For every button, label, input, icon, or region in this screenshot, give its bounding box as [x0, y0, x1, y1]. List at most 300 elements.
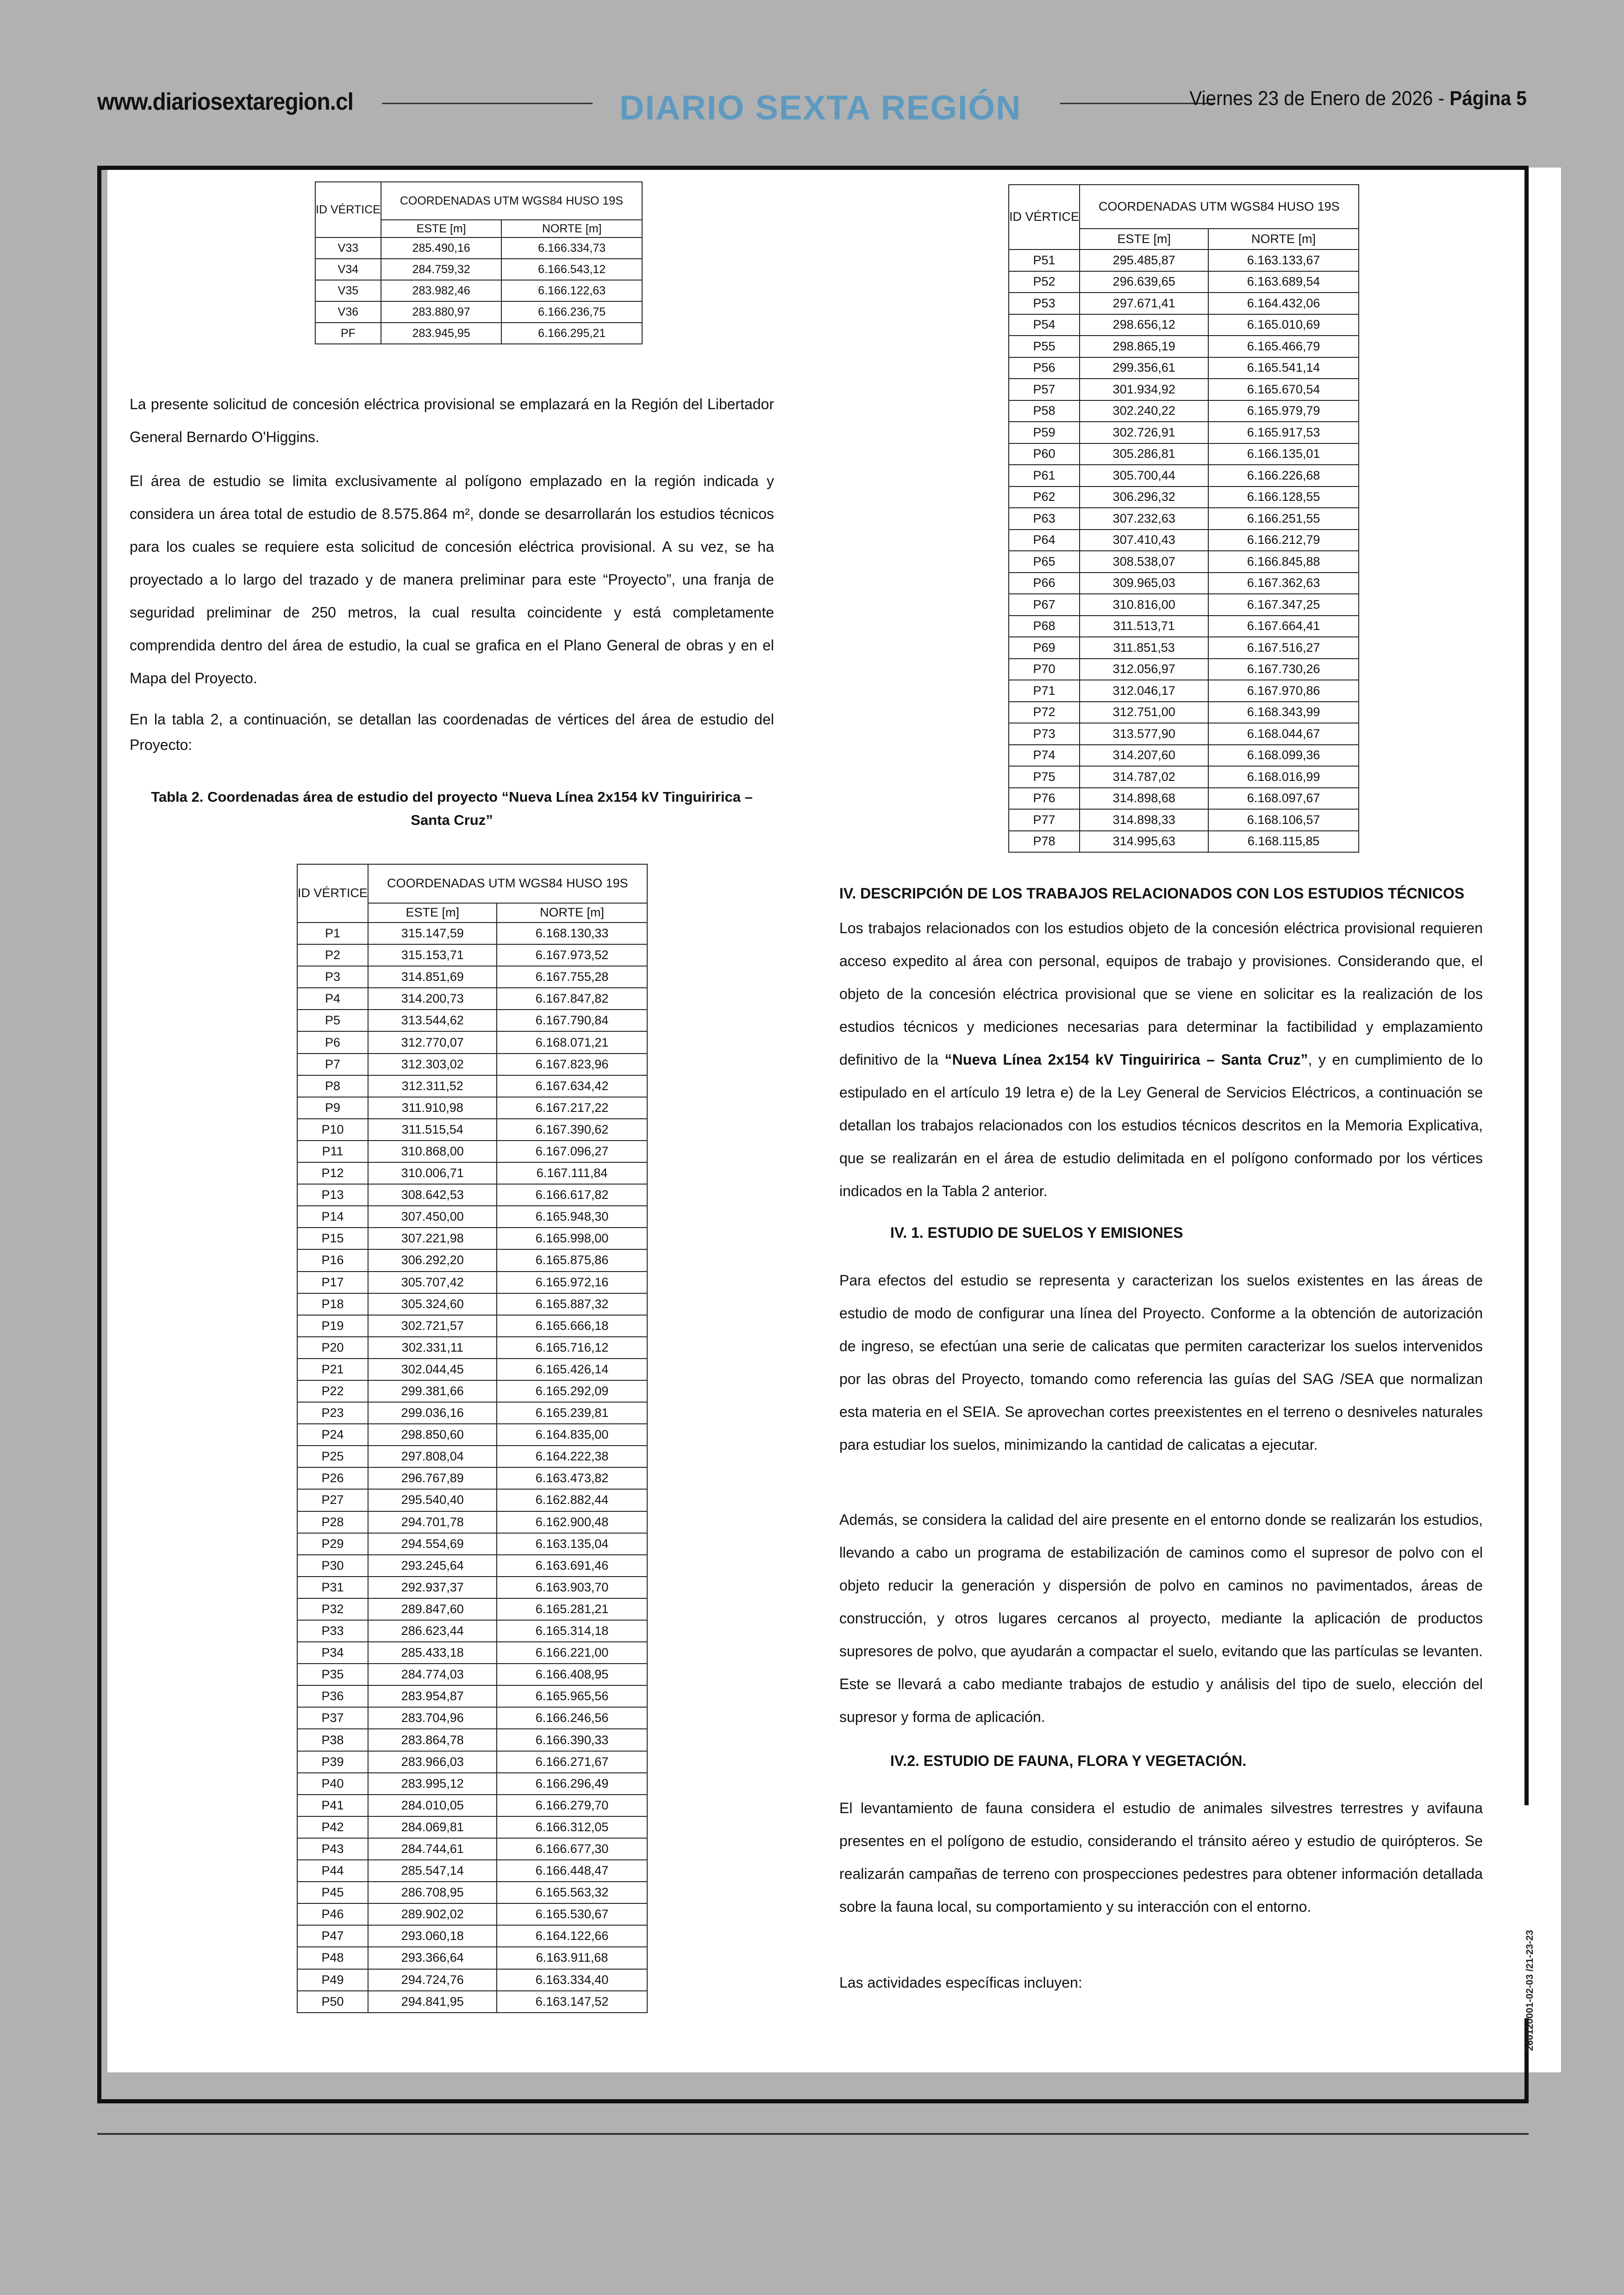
- vertex-id-cell: P10: [297, 1119, 368, 1141]
- norte-cell: 6.167.973,52: [497, 944, 647, 966]
- header-rule-left: [382, 103, 593, 104]
- coordinates-table-p51-p78: [1008, 184, 1359, 853]
- table-row: [297, 1272, 647, 1293]
- norte-cell: 6.167.755,28: [497, 966, 647, 988]
- este-cell: 314.898,68: [1080, 788, 1208, 810]
- este-cell: 294.724,76: [368, 1969, 497, 1991]
- norte-cell: 6.166.390,33: [497, 1729, 647, 1751]
- norte-cell: 6.167.096,27: [497, 1141, 647, 1162]
- este-cell: 285.547,14: [368, 1860, 497, 1882]
- table-row: [1009, 788, 1359, 810]
- norte-cell: 6.167.516,27: [1208, 637, 1358, 659]
- vertex-id-cell: P73: [1009, 723, 1080, 745]
- table-row: [297, 1380, 647, 1402]
- este-cell: 307.221,98: [368, 1228, 497, 1249]
- este-cell: 308.642,53: [368, 1184, 497, 1206]
- este-cell: 302.726,91: [1080, 422, 1208, 443]
- vertex-id-cell: P48: [297, 1947, 368, 1969]
- norte-cell: 6.165.670,54: [1208, 379, 1358, 400]
- vertex-id-cell: P54: [1009, 314, 1080, 336]
- norte-cell: 6.166.543,12: [501, 259, 642, 280]
- vertex-id-cell: P28: [297, 1511, 368, 1533]
- table-row: [315, 301, 642, 323]
- vertex-id-cell: P60: [1009, 443, 1080, 465]
- norte-cell: 6.163.911,68: [497, 1947, 647, 1969]
- norte-cell: 6.163.903,70: [497, 1577, 647, 1598]
- vertex-id-cell: P63: [1009, 508, 1080, 530]
- este-cell: 298.850,60: [368, 1424, 497, 1446]
- col-id-vertice: ID VÉRTICE: [1009, 185, 1080, 249]
- este-cell: 312.046,17: [1080, 680, 1208, 702]
- norte-cell: 6.166.122,63: [501, 280, 642, 301]
- side-code: [1523, 1930, 1537, 2051]
- vertex-id-cell: P77: [1009, 809, 1080, 831]
- norte-cell: 6.163.133,67: [1208, 249, 1358, 271]
- vertex-id-cell: P67: [1009, 594, 1080, 616]
- vertex-id-cell: P42: [297, 1816, 368, 1838]
- table-row: [1009, 293, 1359, 314]
- norte-cell: 6.166.246,56: [497, 1707, 647, 1729]
- este-cell: 284.759,32: [381, 259, 502, 280]
- header-date: [1190, 87, 1527, 110]
- norte-cell: 6.162.900,48: [497, 1511, 647, 1533]
- col-este: ESTE [m]: [368, 903, 497, 923]
- table-row: [297, 1925, 647, 1947]
- norte-cell: 6.167.664,41: [1208, 616, 1358, 637]
- norte-cell: 6.165.875,86: [497, 1249, 647, 1271]
- vertex-id-cell: P12: [297, 1162, 368, 1184]
- norte-cell: 6.166.279,70: [497, 1795, 647, 1816]
- table-row: [297, 923, 647, 944]
- table-row: [297, 1642, 647, 1664]
- norte-cell: 6.166.271,67: [497, 1751, 647, 1773]
- table-row: [1009, 594, 1359, 616]
- este-cell: 297.808,04: [368, 1446, 497, 1467]
- vertex-id-cell: P30: [297, 1555, 368, 1577]
- norte-cell: 6.167.347,25: [1208, 594, 1358, 616]
- vertex-id-cell: P9: [297, 1097, 368, 1119]
- vertex-id-cell: P14: [297, 1206, 368, 1228]
- este-cell: 312.770,07: [368, 1031, 497, 1053]
- vertex-id-cell: P75: [1009, 766, 1080, 788]
- table-row: [297, 1119, 647, 1141]
- vertex-id-cell: P8: [297, 1075, 368, 1097]
- vertex-id-cell: V36: [315, 301, 381, 323]
- este-cell: 283.995,12: [368, 1773, 497, 1795]
- table-row: [1009, 745, 1359, 767]
- norte-cell: 6.166.408,95: [497, 1664, 647, 1685]
- table-row: [297, 1882, 647, 1903]
- norte-cell: 6.168.343,99: [1208, 702, 1358, 723]
- este-cell: 284.010,05: [368, 1795, 497, 1816]
- norte-cell: 6.168.099,36: [1208, 745, 1358, 767]
- este-cell: 310.868,00: [368, 1141, 497, 1162]
- table-row: [315, 237, 642, 259]
- este-cell: 293.060,18: [368, 1925, 497, 1947]
- vertex-id-cell: P41: [297, 1795, 368, 1816]
- este-cell: 314.995,63: [1080, 831, 1208, 853]
- vertex-id-cell: P20: [297, 1337, 368, 1359]
- table-row: [1009, 831, 1359, 853]
- este-cell: 305.700,44: [1080, 465, 1208, 486]
- vertex-id-cell: P32: [297, 1598, 368, 1620]
- este-cell: 302.331,11: [368, 1337, 497, 1359]
- table-row: [297, 1664, 647, 1685]
- este-cell: 302.721,57: [368, 1315, 497, 1337]
- este-cell: 311.513,71: [1080, 616, 1208, 637]
- table-2-caption: Tabla 2. Coordenadas área de estudio del proyecto “Nueva Línea 2x154 kV Tinguiririca – Santa Cruz”: [151, 789, 753, 828]
- norte-cell: 6.165.965,56: [497, 1685, 647, 1707]
- vertex-id-cell: P59: [1009, 422, 1080, 443]
- table-row: [297, 1467, 647, 1489]
- table-row: [1009, 766, 1359, 788]
- coordinates-table-p1-p50: [297, 864, 648, 2013]
- norte-cell: 6.168.071,21: [497, 1031, 647, 1053]
- col-este: ESTE [m]: [1080, 229, 1208, 249]
- norte-cell: 6.165.239,81: [497, 1402, 647, 1424]
- table-row: [297, 1773, 647, 1795]
- este-cell: 305.707,42: [368, 1272, 497, 1293]
- norte-cell: 6.167.823,96: [497, 1054, 647, 1075]
- este-cell: 311.515,54: [368, 1119, 497, 1141]
- vertex-id-cell: P58: [1009, 400, 1080, 422]
- norte-cell: 6.167.634,42: [497, 1075, 647, 1097]
- este-cell: 305.286,81: [1080, 443, 1208, 465]
- vertex-id-cell: P49: [297, 1969, 368, 1991]
- vertex-id-cell: P71: [1009, 680, 1080, 702]
- vertex-id-cell: P33: [297, 1620, 368, 1642]
- vertex-id-cell: P68: [1009, 616, 1080, 637]
- vertex-id-cell: P21: [297, 1359, 368, 1380]
- norte-cell: 6.168.044,67: [1208, 723, 1358, 745]
- section-iv2-paragraph-2: Las actividades específicas incluyen:: [839, 1974, 1082, 1991]
- table-row: [297, 1075, 647, 1097]
- este-cell: 298.865,19: [1080, 336, 1208, 357]
- norte-cell: 6.166.312,05: [497, 1816, 647, 1838]
- este-cell: 285.490,16: [381, 237, 502, 259]
- table-row: [1009, 702, 1359, 723]
- table-row: [1009, 465, 1359, 486]
- norte-cell: 6.167.217,22: [497, 1097, 647, 1119]
- norte-cell: 6.165.466,79: [1208, 336, 1358, 357]
- este-cell: 296.639,65: [1080, 271, 1208, 293]
- norte-cell: 6.167.111,84: [497, 1162, 647, 1184]
- este-cell: 313.544,62: [368, 1010, 497, 1031]
- table-row: [1009, 551, 1359, 573]
- norte-cell: 6.168.016,99: [1208, 766, 1358, 788]
- norte-cell: 6.166.128,55: [1208, 486, 1358, 508]
- vertex-id-cell: PF: [315, 323, 381, 344]
- vertex-id-cell: P27: [297, 1489, 368, 1511]
- norte-cell: 6.167.847,82: [497, 988, 647, 1010]
- vertex-id-cell: P35: [297, 1664, 368, 1685]
- vertex-id-cell: P17: [297, 1272, 368, 1293]
- vertex-id-cell: P31: [297, 1577, 368, 1598]
- norte-cell: 6.167.790,84: [497, 1010, 647, 1031]
- vertex-id-cell: P70: [1009, 659, 1080, 680]
- norte-cell: 6.163.135,04: [497, 1533, 647, 1555]
- table-row: [297, 1402, 647, 1424]
- norte-cell: 6.165.666,18: [497, 1315, 647, 1337]
- norte-cell: 6.163.689,54: [1208, 271, 1358, 293]
- este-cell: 312.056,97: [1080, 659, 1208, 680]
- norte-cell: 6.165.917,53: [1208, 422, 1358, 443]
- este-cell: 283.982,46: [381, 280, 502, 301]
- table-row: [1009, 422, 1359, 443]
- este-cell: 307.232,63: [1080, 508, 1208, 530]
- table-row: [315, 323, 642, 344]
- vertex-id-cell: P44: [297, 1860, 368, 1882]
- vertex-id-cell: P23: [297, 1402, 368, 1424]
- vertex-id-cell: V33: [315, 237, 381, 259]
- vertex-id-cell: P72: [1009, 702, 1080, 723]
- este-cell: 314.200,73: [368, 988, 497, 1010]
- este-cell: 297.671,41: [1080, 293, 1208, 314]
- vertex-id-cell: P66: [1009, 573, 1080, 594]
- vertex-id-cell: P64: [1009, 530, 1080, 551]
- table-row: [1009, 357, 1359, 379]
- norte-cell: 6.165.887,32: [497, 1293, 647, 1315]
- este-cell: 283.945,95: [381, 323, 502, 344]
- coordinates-table-v: [315, 181, 643, 344]
- norte-cell: 6.166.135,01: [1208, 443, 1358, 465]
- este-cell: 295.540,40: [368, 1489, 497, 1511]
- vertex-id-cell: V35: [315, 280, 381, 301]
- vertex-id-cell: P62: [1009, 486, 1080, 508]
- vertex-id-cell: P11: [297, 1141, 368, 1162]
- vertex-id-cell: P69: [1009, 637, 1080, 659]
- vertex-id-cell: P39: [297, 1751, 368, 1773]
- norte-cell: 6.166.236,75: [501, 301, 642, 323]
- este-cell: 285.433,18: [368, 1642, 497, 1664]
- table-row: [297, 1337, 647, 1359]
- este-cell: 306.292,20: [368, 1249, 497, 1271]
- table-row: [297, 1424, 647, 1446]
- table-row: [297, 1838, 647, 1860]
- este-cell: 286.708,95: [368, 1882, 497, 1903]
- vertex-id-cell: P46: [297, 1903, 368, 1925]
- norte-cell: 6.167.970,86: [1208, 680, 1358, 702]
- norte-cell: 6.164.222,38: [497, 1446, 647, 1467]
- norte-cell: 6.168.106,57: [1208, 809, 1358, 831]
- norte-cell: 6.168.130,33: [497, 923, 647, 944]
- table-row: [1009, 680, 1359, 702]
- table-row: [315, 259, 642, 280]
- table-row: [297, 1511, 647, 1533]
- este-cell: 299.356,61: [1080, 357, 1208, 379]
- este-cell: 314.851,69: [368, 966, 497, 988]
- vertex-id-cell: P51: [1009, 249, 1080, 271]
- norte-cell: 6.166.677,30: [497, 1838, 647, 1860]
- vertex-id-cell: P57: [1009, 379, 1080, 400]
- table-row: [297, 1795, 647, 1816]
- table-row: [297, 1489, 647, 1511]
- table-row: [1009, 723, 1359, 745]
- col-id-vertice: ID VÉRTICE: [315, 182, 381, 237]
- table-row: [297, 1533, 647, 1555]
- este-cell: 296.767,89: [368, 1467, 497, 1489]
- norte-cell: 6.168.115,85: [1208, 831, 1358, 853]
- table-row: [1009, 809, 1359, 831]
- norte-cell: 6.164.122,66: [497, 1925, 647, 1947]
- vertex-id-cell: P24: [297, 1424, 368, 1446]
- table-row: [297, 1685, 647, 1707]
- vertex-id-cell: P6: [297, 1031, 368, 1053]
- site-url[interactable]: www.diariosextaregion.cl: [97, 88, 354, 115]
- este-cell: 294.701,78: [368, 1511, 497, 1533]
- vertex-id-cell: P18: [297, 1293, 368, 1315]
- vertex-id-cell: P5: [297, 1010, 368, 1031]
- table-row: [297, 966, 647, 988]
- norte-cell: 6.167.730,26: [1208, 659, 1358, 680]
- este-cell: 284.744,61: [368, 1838, 497, 1860]
- vertex-id-cell: P47: [297, 1925, 368, 1947]
- vertex-id-cell: P61: [1009, 465, 1080, 486]
- col-coordenadas-title: COORDENADAS UTM WGS84 HUSO 19S: [1080, 185, 1359, 229]
- table-row: [297, 1991, 647, 2013]
- section-iv1-title: IV. 1. ESTUDIO DE SUELOS Y EMISIONES: [890, 1224, 1183, 1241]
- vertex-id-cell: P45: [297, 1882, 368, 1903]
- norte-cell: 6.166.295,21: [501, 323, 642, 344]
- paragraph-table-intro: En la tabla 2, a continuación, se detallan las coordenadas de vértices del área de estudio del Proyecto:: [130, 711, 774, 753]
- section-iv-text-b: , y en cumplimiento de lo estipulado en el artículo 19 letra e) de la Ley General de Servicios Eléctricos, a continuación se detallan los trabajos relacionados con los estudios técnicos descritos en la Memoria Explicativa, que se realizarán en el área de estudio delimitada en el polígono conformado por los vértices indicados en la Tabla 2 anterior.: [839, 1051, 1483, 1199]
- vertex-id-cell: P36: [297, 1685, 368, 1707]
- este-cell: 307.450,00: [368, 1206, 497, 1228]
- este-cell: 310.006,71: [368, 1162, 497, 1184]
- table-row: [1009, 486, 1359, 508]
- table-row: [1009, 637, 1359, 659]
- este-cell: 314.787,02: [1080, 766, 1208, 788]
- este-cell: 305.324,60: [368, 1293, 497, 1315]
- table-row: [1009, 336, 1359, 357]
- este-cell: 313.577,90: [1080, 723, 1208, 745]
- vertex-id-cell: P22: [297, 1380, 368, 1402]
- vertex-id-cell: P26: [297, 1467, 368, 1489]
- norte-cell: 6.164.432,06: [1208, 293, 1358, 314]
- vertex-id-cell: P3: [297, 966, 368, 988]
- table-row: [1009, 400, 1359, 422]
- vertex-id-cell: P2: [297, 944, 368, 966]
- table-row: [1009, 443, 1359, 465]
- table-row: [297, 1010, 647, 1031]
- este-cell: 294.554,69: [368, 1533, 497, 1555]
- table-row: [297, 1969, 647, 1991]
- este-cell: 302.044,45: [368, 1359, 497, 1380]
- table-row: [1009, 249, 1359, 271]
- este-cell: 283.704,96: [368, 1707, 497, 1729]
- table-row: [1009, 530, 1359, 551]
- table-row: [297, 1293, 647, 1315]
- este-cell: 295.485,87: [1080, 249, 1208, 271]
- norte-cell: 6.166.221,00: [497, 1642, 647, 1664]
- paragraph-region: La presente solicitud de concesión eléctrica provisional se emplazará en la Región del Libertador General Bernardo O'Higgins.: [130, 396, 774, 445]
- bottom-rule: [97, 2133, 1529, 2135]
- este-cell: 298.656,12: [1080, 314, 1208, 336]
- table-row: [297, 1359, 647, 1380]
- norte-cell: 6.166.296,49: [497, 1773, 647, 1795]
- section-iv1-paragraph-2: Además, se considera la calidad del aire presente en el entorno donde se realizarán los estudios, llevando a cabo un programa de estabilización de caminos como el supresor de polvo con el objeto reducir la generación y dispersión de polvo en caminos no pavimentados, áreas de construcción, y otros lugares cercanos al proyecto, mediante la aplicación de productos supresores de polvo, que ayudarán a compactar el suelo, evitando que las partículas se levanten. Este se llevará a cabo mediante trabajos de estudio y análisis del tipo de suelo, elección del supresor y forma de aplicación.: [839, 1511, 1483, 1725]
- table-row: [1009, 314, 1359, 336]
- norte-cell: 6.163.147,52: [497, 1991, 647, 2013]
- este-cell: 289.847,60: [368, 1598, 497, 1620]
- este-cell: 283.954,87: [368, 1685, 497, 1707]
- norte-cell: 6.163.473,82: [497, 1467, 647, 1489]
- norte-cell: 6.165.563,32: [497, 1882, 647, 1903]
- project-name: “Nueva Línea 2x154 kV Tinguiririca – Santa Cruz”: [944, 1051, 1308, 1068]
- norte-cell: 6.163.334,40: [497, 1969, 647, 1991]
- este-cell: 284.774,03: [368, 1664, 497, 1685]
- table-row: [1009, 573, 1359, 594]
- norte-cell: 6.165.010,69: [1208, 314, 1358, 336]
- table-row: [297, 1620, 647, 1642]
- vertex-id-cell: P1: [297, 923, 368, 944]
- col-norte: NORTE [m]: [497, 903, 647, 923]
- vertex-id-cell: P52: [1009, 271, 1080, 293]
- este-cell: 283.966,03: [368, 1751, 497, 1773]
- vertex-id-cell: P74: [1009, 745, 1080, 767]
- section-iv2-paragraph-1: El levantamiento de fauna considera el estudio de animales silvestres terrestres y avifauna presentes en el polígono de estudio, considerando el tránsito aéreo y estudio de quirópteros. Se realizarán campañas de terreno con prospecciones pedestres para obtener información detallada sobre la fauna local, su comportamiento y su interacción con el entorno.: [839, 1800, 1483, 1915]
- vertex-id-cell: P16: [297, 1249, 368, 1271]
- este-cell: 283.864,78: [368, 1729, 497, 1751]
- vertex-id-cell: P38: [297, 1729, 368, 1751]
- section-iv-title: IV. DESCRIPCIÓN DE LOS TRABAJOS RELACIONADOS CON LOS ESTUDIOS TÉCNICOS: [839, 885, 1465, 902]
- vertex-id-cell: V34: [315, 259, 381, 280]
- este-cell: 289.902,02: [368, 1903, 497, 1925]
- vertex-id-cell: P55: [1009, 336, 1080, 357]
- vertex-id-cell: P29: [297, 1533, 368, 1555]
- issue-date: Viernes 23 de Enero de 2026 -: [1189, 87, 1450, 110]
- table-row: [297, 1097, 647, 1119]
- norte-cell: 6.165.998,00: [497, 1228, 647, 1249]
- vertex-id-cell: P4: [297, 988, 368, 1010]
- norte-cell: 6.166.448,47: [497, 1860, 647, 1882]
- este-cell: 314.898,33: [1080, 809, 1208, 831]
- col-id-vertice: ID VÉRTICE: [297, 864, 368, 923]
- este-cell: 311.910,98: [368, 1097, 497, 1119]
- norte-cell: 6.166.251,55: [1208, 508, 1358, 530]
- table-row: [297, 1249, 647, 1271]
- norte-cell: 6.165.314,18: [497, 1620, 647, 1642]
- section-iv1-paragraph-1: Para efectos del estudio se representa y caracterizan los suelos existentes en las áreas de estudio de modo de configurar una línea del Proyecto. Conforme a la obtención de autorización de ingreso, se efectúan una serie de calicatas que permiten caracterizar los suelos intervenidos por las obras del Proyecto, tomando como referencia las guías del SAG /SEA que normalizan esta materia en el SEIA. Se aprovechan cortes preexistentes en el terreno o desniveles naturales para estudiar los suelos, minimizando la cantidad de calicatas a ejecutar.: [839, 1272, 1483, 1453]
- norte-cell: 6.165.292,09: [497, 1380, 647, 1402]
- newspaper-brand: DIARIO SEXTA REGIÓN: [619, 88, 1022, 127]
- vertex-id-cell: P65: [1009, 551, 1080, 573]
- paragraph-study-area: El área de estudio se limita exclusivamente al polígono emplazado en la región indicada y considera un área total de estudio de 8.575.864 m², donde se desarrollarán los estudios técnicos para los cuales se requiere esta solicitud de concesión eléctrica provisional. A su vez, se ha proyectado a lo largo del trazado y de manera preliminar para este “Proyecto”, una franja de seguridad preliminar de 250 metros, la cual resulta coincidente y está completamente comprendida dentro del área de estudio, la cual se grafica en el Plano General de obras y en el Mapa del Proyecto.: [130, 473, 774, 686]
- table-row: [1009, 379, 1359, 400]
- vertex-id-cell: P78: [1009, 831, 1080, 853]
- norte-cell: 6.166.226,68: [1208, 465, 1358, 486]
- norte-cell: 6.165.716,12: [497, 1337, 647, 1359]
- table-row: [297, 1054, 647, 1075]
- vertex-id-cell: P37: [297, 1707, 368, 1729]
- vertex-id-cell: P76: [1009, 788, 1080, 810]
- este-cell: 314.207,60: [1080, 745, 1208, 767]
- table-row: [297, 1315, 647, 1337]
- este-cell: 312.751,00: [1080, 702, 1208, 723]
- vertex-id-cell: P7: [297, 1054, 368, 1075]
- col-norte: NORTE [m]: [1208, 229, 1358, 249]
- vertex-id-cell: P13: [297, 1184, 368, 1206]
- section-iv-text-a: Los trabajos relacionados con los estudios objeto de la concesión eléctrica provisional requieren acceso expedito al área con personal, equipos de trabajo y provisiones. Considerando que, el objeto de la concesión eléctrica provisional que se viene en solicitar es la realización de los estudios técnicos y mediciones necesarias para determinar la factibilidad y emplazamiento definitivo de la: [839, 920, 1483, 1068]
- norte-cell: 6.165.541,14: [1208, 357, 1358, 379]
- table-row: [297, 1598, 647, 1620]
- table-row: [1009, 271, 1359, 293]
- side-code-text: 260120001-02-03 /21-23-23: [1524, 1930, 1535, 2051]
- table-row: [297, 988, 647, 1010]
- table-row: [315, 280, 642, 301]
- col-norte: NORTE [m]: [501, 220, 642, 237]
- norte-cell: 6.163.691,46: [497, 1555, 647, 1577]
